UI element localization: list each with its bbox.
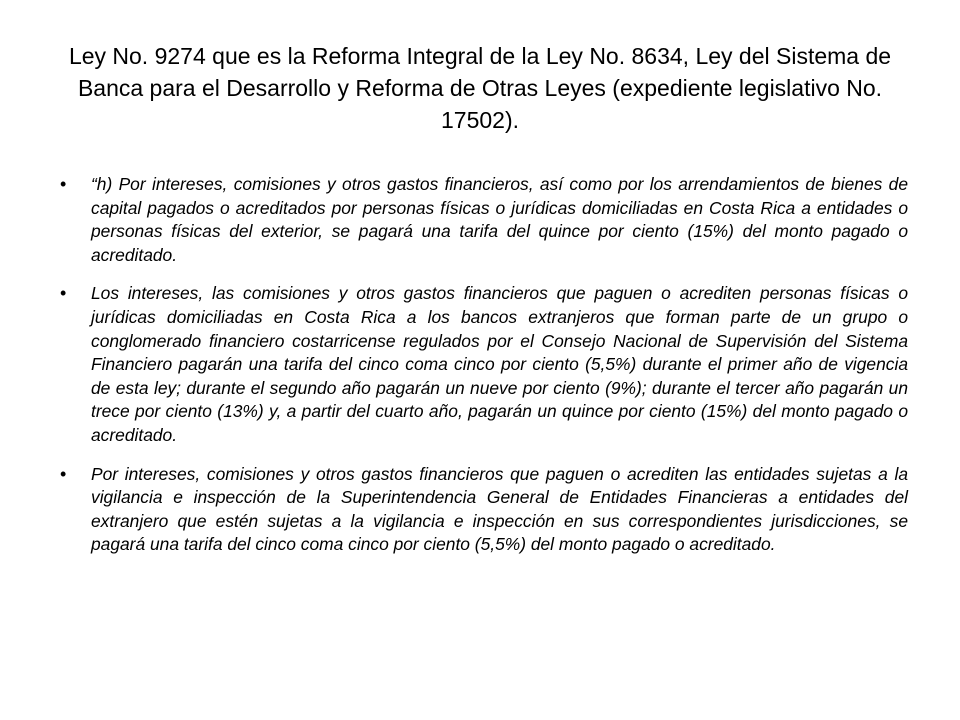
list-item bbox=[60, 173, 908, 267]
bullet-icon: • bbox=[60, 283, 67, 304]
bullet-icon: • bbox=[60, 463, 67, 484]
paragraph-text: “h) Por intereses, comisiones y otros gastos financieros, así como por los arrendamientos de bienes de capital pagados o acreditados por personas físicas o jurídicas domiciliadas en Costa Rica a entidades o personas físicas del exterior, se pagará una tarifa del quince por ciento (15%) del monto pagado o acreditado. bbox=[91, 174, 908, 265]
list-item bbox=[60, 282, 908, 447]
document-title: Ley No. 9274 que es la Reforma Integral de la Ley No. 8634, Ley del Sistema de Banca para el Desarrollo y Reforma de Otras Leyes (expediente legislativo No. 17502). bbox=[68, 43, 892, 133]
bullet-icon: • bbox=[60, 174, 67, 194]
paragraph-text: Por intereses, comisiones y otros gastos financieros que paguen o acrediten las entidades sujetas a la vigilancia e inspección de la Superintendencia General de Entidades Financieras a entidades del extranjero que estén sujetas a la vigilancia e inspección en sus correspondientes jurisdicciones, se pagará una tarifa del cinco coma cinco por ciento (5,5%) del monto pagado o acreditado. bbox=[91, 463, 908, 555]
bullet-list bbox=[60, 173, 908, 557]
list-item bbox=[60, 463, 908, 557]
paragraph-text: Los intereses, las comisiones y otros gastos financieros que paguen o acrediten personas físicas o jurídicas domiciliadas en Costa Rica a los bancos extranjeros que forman parte de un grupo o conglomerado financiero costarricense regulados por el Consejo Nacional de Supervisión del Sistema Financiero pagarán una tarifa del cinco coma cinco por ciento (5,5%) durante el primer año de vigencia de esta ley; durante el segundo año pagarán un nueve por ciento (9%); durante el tercer año pagarán un trece por ciento (13%) y, a partir del cuarto año, pagarán un quince por ciento (15%) del monto pagado o acreditado. bbox=[91, 283, 908, 445]
